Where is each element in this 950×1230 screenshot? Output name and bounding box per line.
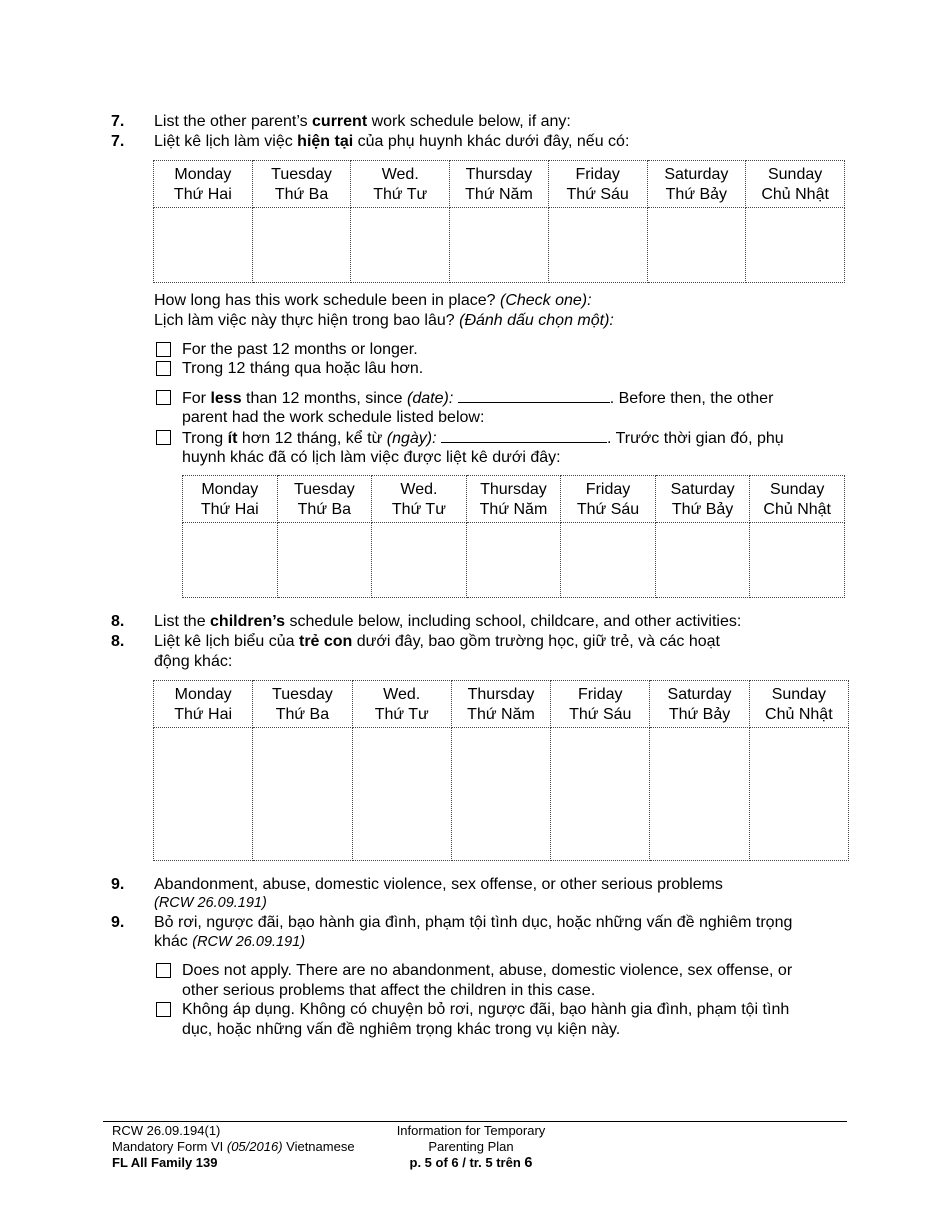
day-name-vi: Thứ Hai (173, 185, 232, 203)
day-name-vi: Thứ Hai (200, 500, 259, 518)
day-name-vi: Thứ Ba (297, 500, 352, 518)
schedule-entry-cell-4[interactable] (561, 523, 656, 598)
since-date-line[interactable] (458, 388, 610, 403)
day-name-en: Tuesday (271, 166, 332, 183)
day-header-5 (647, 161, 746, 208)
schedule-entry-cell-5[interactable] (647, 208, 746, 283)
day-name-vi: Chủ Nhật (765, 705, 833, 723)
schedule-entry-cell-0[interactable] (183, 523, 278, 598)
less-than-12-months-label-vi-2: huynh khác đã có lịch làm việc được liệt kê dưới đây: (182, 449, 561, 466)
past-12-months-checkbox[interactable] (156, 342, 171, 357)
schedule-entry-cell-4[interactable] (551, 728, 650, 861)
schedule-entry-cell-2[interactable] (351, 208, 450, 283)
childrens-schedule-table-entry-row (154, 728, 849, 861)
day-name-vi: Thứ Ba (275, 705, 330, 723)
schedule-entry-cell-0[interactable] (154, 728, 253, 861)
q8-number-en: 8. (111, 613, 125, 630)
schedule-entry-cell-3[interactable] (450, 208, 549, 283)
footer-title-2: Parenting Plan (428, 1139, 514, 1154)
day-header-1 (277, 476, 372, 523)
day-header-0 (154, 161, 253, 208)
schedule-entry-cell-3[interactable] (466, 523, 561, 598)
previous-work-schedule-table (182, 475, 845, 598)
day-header-6 (750, 476, 845, 523)
previous-work-schedule-table-header-row (183, 476, 845, 523)
does-not-apply-label-vi: Không áp dụng. Không có chuyện bỏ rơi, ngược đãi, bạo hành gia đình, phạm tội tình (182, 1001, 790, 1018)
day-header-3 (451, 681, 550, 728)
day-header-5 (655, 476, 750, 523)
q8-prompt-en: List the children’s schedule below, including school, childcare, and other activities: (154, 613, 742, 630)
schedule-entry-cell-0[interactable] (154, 208, 253, 283)
day-name-en: Tuesday (272, 686, 333, 703)
schedule-entry-cell-4[interactable] (548, 208, 647, 283)
schedule-entry-cell-5[interactable] (655, 523, 750, 598)
less-than-12-months-checkbox-vi[interactable] (156, 430, 171, 445)
day-header-0 (183, 476, 278, 523)
day-name-vi: Thứ Tư (374, 705, 429, 723)
schedule-entry-cell-1[interactable] (252, 208, 351, 283)
day-name-en: Monday (174, 166, 232, 183)
day-header-4 (548, 161, 647, 208)
q9-prompt-vi-2: khác (RCW 26.09.191) (154, 933, 306, 950)
day-name-en: Monday (201, 481, 259, 498)
q7-number-en: 7. (111, 113, 125, 130)
q7-number-vi: 7. (111, 133, 125, 150)
day-name-vi: Thứ Năm (479, 500, 548, 518)
day-header-0 (154, 681, 253, 728)
day-name-vi: Thứ Bảy (668, 705, 731, 723)
schedule-entry-cell-6[interactable] (749, 728, 848, 861)
footer-rcw: RCW 26.09.194(1) (112, 1123, 221, 1138)
current-work-schedule-table-entry-row (154, 208, 845, 283)
day-header-1 (252, 161, 351, 208)
day-name-en: Wed. (381, 166, 419, 183)
day-name-en: Thursday (465, 166, 533, 183)
day-name-en: Tuesday (293, 481, 355, 498)
does-not-apply-label-en: Does not apply. There are no abandonment, abuse, domestic violence, sex offense, or (182, 962, 793, 979)
q8-prompt-vi: Liệt kê lịch biểu của trẻ con dưới đây, bao gồm trường học, giữ trẻ, và các hoạt (154, 633, 720, 650)
day-name-vi: Chủ Nhật (763, 500, 831, 518)
childrens-schedule-table-header-row (154, 681, 849, 728)
day-header-4 (551, 681, 650, 728)
q9-ref-en: (RCW 26.09.191) (154, 895, 267, 911)
q9-prompt-en: Abandonment, abuse, domestic violence, sex offense, or other serious problems (154, 876, 723, 893)
does-not-apply-label-vi-2: dục, hoặc những vấn đề nghiêm trọng khác trong vụ kiện này. (182, 1021, 621, 1038)
does-not-apply-label-en-2: other serious problems that affect the children in this case. (182, 982, 596, 999)
since-date-line-vi[interactable] (441, 428, 607, 443)
day-name-vi: Thứ Hai (174, 705, 233, 723)
day-header-1 (253, 681, 352, 728)
day-name-vi: Thứ Năm (467, 705, 535, 723)
day-header-4 (561, 476, 656, 523)
q8-prompt-vi-2: động khác: (154, 653, 233, 670)
schedule-entry-cell-6[interactable] (750, 523, 845, 598)
schedule-entry-cell-1[interactable] (277, 523, 372, 598)
schedule-entry-cell-6[interactable] (746, 208, 845, 283)
less-than-12-months-checkbox[interactable] (156, 390, 171, 405)
day-name-en: Sunday (770, 481, 825, 498)
past-12-months-label-en: For the past 12 months or longer. (182, 341, 418, 358)
footer-form-id: FL All Family 139 (112, 1155, 218, 1170)
day-name-en: Friday (578, 686, 623, 703)
childrens-schedule-table (153, 680, 849, 861)
day-name-vi: Thứ Sáu (576, 500, 640, 518)
current-work-schedule-table (153, 160, 845, 283)
past-12-months-checkbox-vi[interactable] (156, 361, 171, 376)
less-than-12-months-label-en: For less than 12 months, since (date): . Before then, the other (182, 390, 774, 407)
schedule-entry-cell-2[interactable] (352, 728, 451, 861)
day-name-en: Sunday (767, 166, 823, 183)
footer-divider (103, 1121, 847, 1122)
footer-page-number: p. 5 of 6 / tr. 5 trên 6 (409, 1155, 533, 1171)
footer-mandatory-form: Mandatory Form VI (05/2016) Vietnamese (112, 1139, 355, 1154)
day-name-en: Friday (585, 481, 631, 498)
day-name-vi: Chủ Nhật (761, 185, 829, 203)
day-name-en: Wed. (400, 481, 438, 498)
q7-howlong-en: How long has this work schedule been in place? (Check one): (154, 292, 592, 309)
day-name-vi: Thứ Tư (373, 185, 428, 203)
day-name-en: Thursday (480, 481, 547, 498)
q7-prompt-vi: Liệt kê lịch làm việc hiện tại của phụ huynh khác dưới đây, nếu có: (154, 133, 630, 150)
current-work-schedule-table-header-row (154, 161, 845, 208)
day-name-en: Wed. (383, 686, 421, 703)
day-header-2 (372, 476, 467, 523)
previous-work-schedule-table-entry-row (183, 523, 845, 598)
footer-title-1: Information for Temporary (396, 1123, 546, 1138)
day-name-vi: Thứ Sáu (566, 185, 629, 203)
day-name-vi: Thứ Năm (465, 185, 533, 203)
day-header-3 (450, 161, 549, 208)
q9-prompt-vi: Bỏ rơi, ngược đãi, bạo hành gia đình, phạm tội tình dục, hoặc những vấn đề nghiêm trọng (154, 914, 793, 931)
q9-number-vi: 9. (111, 914, 125, 931)
day-name-vi: Thứ Bảy (671, 500, 734, 518)
day-header-2 (351, 161, 450, 208)
day-name-vi: Thứ Sáu (569, 705, 632, 723)
day-name-en: Monday (174, 686, 232, 703)
day-name-vi: Thứ Tư (391, 500, 446, 518)
day-name-vi: Thứ Ba (274, 185, 329, 203)
q9-number-en: 9. (111, 876, 125, 893)
q8-number-vi: 8. (111, 633, 125, 650)
less-than-12-months-label-vi: Trong ít hơn 12 tháng, kể từ (ngày): . Trước thời gian đó, phụ (182, 430, 784, 447)
day-name-en: Thursday (467, 686, 535, 703)
day-header-3 (466, 476, 561, 523)
does-not-apply-checkbox[interactable] (156, 963, 171, 978)
q7-howlong-vi: Lịch làm việc này thực hiện trong bao lâu? (Đánh dấu chọn một): (154, 312, 614, 329)
does-not-apply-checkbox-vi[interactable] (156, 1002, 171, 1017)
day-header-6 (749, 681, 848, 728)
past-12-months-label-vi: Trong 12 tháng qua hoặc lâu hơn. (182, 360, 424, 377)
schedule-entry-cell-5[interactable] (650, 728, 749, 861)
schedule-entry-cell-3[interactable] (451, 728, 550, 861)
less-than-12-months-label-en-2: parent had the work schedule listed below: (182, 409, 485, 426)
day-name-en: Saturday (667, 686, 732, 703)
day-name-en: Saturday (664, 166, 729, 183)
schedule-entry-cell-1[interactable] (253, 728, 352, 861)
q7-prompt-en: List the other parent’s current work schedule below, if any: (154, 113, 571, 130)
day-name-vi: Thứ Bảy (665, 185, 728, 203)
day-name-en: Saturday (670, 481, 735, 498)
day-header-5 (650, 681, 749, 728)
day-header-6 (746, 161, 845, 208)
day-name-en: Sunday (771, 686, 826, 703)
day-header-2 (352, 681, 451, 728)
schedule-entry-cell-2[interactable] (372, 523, 467, 598)
day-name-en: Friday (575, 166, 620, 183)
